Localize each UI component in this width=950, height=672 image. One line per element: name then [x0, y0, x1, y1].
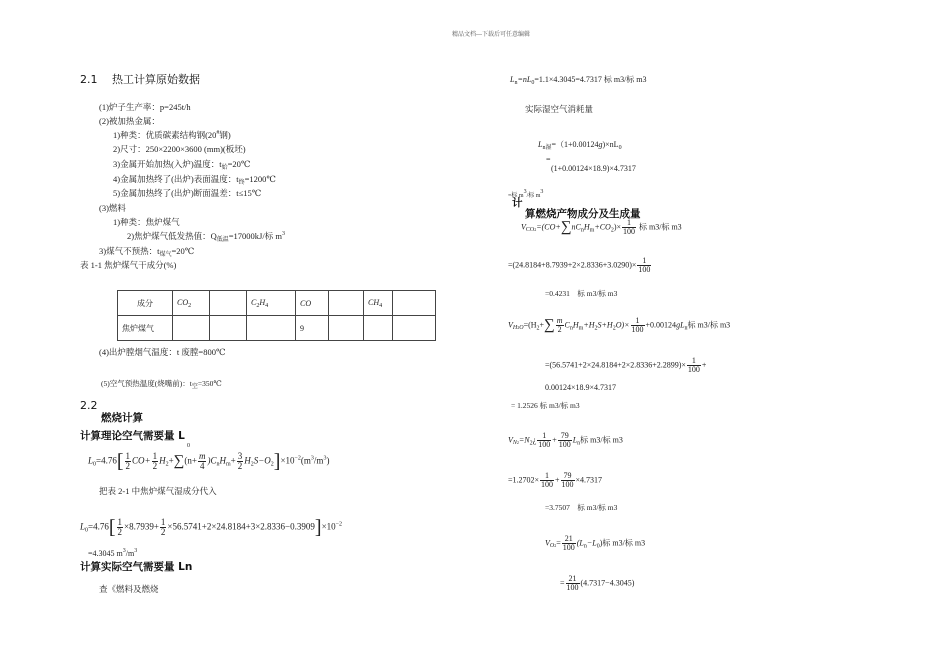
table-caption: 表 1-1 焦炉煤气干成分(%): [80, 260, 177, 270]
table-header-cell: $CH_4$: [364, 291, 393, 316]
table-cell: 焦炉煤气: [118, 316, 173, 341]
equation-VH2O: $V_{H2O}=(H_2+\sum$ $\frac{m}{2}$ $C_nH_m+H_2S+H_2O)\times$ $\frac{1}{100}$ $+0.00124gL_n$标 m3/标 m3: [508, 316, 731, 334]
equation-Ln: $L_n=nL_0=1.1\times 4.3045=4.7317$ 标 m3/标 m3: [510, 75, 647, 86]
table-cell: [329, 316, 364, 341]
VN2-result: =3.7507 标 m3/标 m3: [545, 503, 618, 512]
reference-note: 查《燃料及燃烧: [99, 584, 159, 594]
equation-L0: $L_0=4.76$[ $\frac{1}{2}$ CO+ $\frac{1}{2}$ $H_2+\sum(n+$ $\frac{m}{4}$ )$C_nH_m+$ $\frac{3}{2}$ $H_2S-O_2]\times 10^{-2}(m^3/m^3)$: [88, 450, 330, 473]
substitute-note: 把表 2-1 中焦炉煤气湿成分代入: [99, 486, 217, 496]
equation-VH2O-line3: 0.00124×18.9×4.7317: [545, 383, 617, 392]
table-cell: [210, 316, 247, 341]
table-cell: [173, 316, 210, 341]
line-gas-no-preheat: 3)煤气不预热：$t_{煤气}=20℃$: [99, 246, 195, 258]
table-cell: [364, 316, 393, 341]
line-air-preheat: (5)空气预热温度(烧嘴前)：$t_空=350℃$: [101, 379, 222, 390]
VH2O-result: = 1.2526 标 m3/标 m3: [511, 401, 580, 410]
line-temp-diff: 5)金属加热终了(出炉)断面温差：t≤15℃: [113, 188, 262, 198]
table-header-cell: $C_2H_4$: [247, 291, 296, 316]
line-productivity: (1)炉子生产率：p=245t/h: [99, 102, 191, 112]
equation-VN2-line2: =1.2702× $\frac{1}{100}$ + $\frac{79}{100}$ ×4.7317: [508, 471, 603, 489]
equation-VO2: $V_{O2}=$ $\frac{21}{100}$ $(L_n-L_0)$标 m3/标 m3: [545, 534, 646, 552]
table-header-cell: 成分: [118, 291, 173, 316]
section-2-2-number: 2.2: [80, 399, 98, 412]
line-metal: (2)被加热金属：: [99, 116, 160, 126]
section-2-1-heading: 2.1 热工计算原始数据: [80, 73, 200, 86]
table-header-cell: [210, 291, 247, 316]
table-header-cell: [329, 291, 364, 316]
line-steel-type: 1)种类：优质碳素结构钢(20#钢): [113, 130, 231, 140]
line-heating-value: 2)焦炉煤气低发热值：$Q_{低温}=17000kJ/$标 $m^3$: [127, 231, 285, 243]
line-fuel-type: 1)种类：焦炉煤气: [113, 217, 180, 227]
table-row: [118, 316, 436, 341]
line-start-temp: 3)金属开始加热(入炉)温度：$t_始=20℃$: [113, 159, 251, 171]
table-header-cell: CO: [296, 291, 329, 316]
equation-L0-numeric: $L_0=4.76$[ $\frac{1}{2}$ ×8.7939+ $\frac{1}{2}$ $\times 56.5741+2\times 24.8184+3\times 2.8336-0.3909]\times 10^{-2}$: [80, 516, 343, 539]
line-end-temp: 4)金属加热终了(出炉)表面温度：$t_终=1200℃$: [113, 174, 276, 186]
VCO2-result: =0.4231 标 m3/标 m3: [545, 289, 618, 298]
table-cell: [247, 316, 296, 341]
equation-VH2O-line2: =(56.5741+2×24.8184+2×2.8336+2.2899)× $\frac{1}{100}$ +: [545, 356, 707, 374]
table-row: [118, 291, 436, 316]
line-fuel: (3)燃料: [99, 203, 126, 213]
actual-air-heading: 计算实际空气需要量 Ln: [80, 561, 193, 573]
wet-air-heading: 实际湿空气消耗量: [525, 104, 594, 114]
theory-air-heading: 计算理论空气需要量 L: [80, 430, 185, 442]
L0-result: =4.3045 $m^3/m^3$: [88, 548, 138, 558]
table-header-cell: $CO_2$: [173, 291, 210, 316]
equation-VCO2-line2: =(24.8184+8.7939+2×2.8336+3.0290)× $\frac{1}{100}$: [508, 256, 651, 274]
line-flue-temp: (4)出炉膛烟气温度：t 废膛=800℃: [99, 347, 226, 357]
gas-composition-table: [117, 290, 436, 341]
equation-Lnwet-eq: =: [546, 155, 551, 164]
table-cell: [393, 316, 436, 341]
equation-VO2-line2: = $\frac{21}{100}$ (4.7317−4.3045): [560, 574, 635, 592]
line-size: 2)尺寸：250×2200×3600 (mm)(板坯): [113, 144, 246, 154]
equation-VN2: $V_{N2}=N_2¿$ $\frac{1}{100}$ + $\frac{79}{100}$ $L_n$标 m3/标 m3: [508, 431, 623, 449]
table-header-cell: [393, 291, 436, 316]
combustion-products-heading-1: 计: [512, 197, 523, 209]
equation-Lnwet-line2: (1+0.00124×18.9)×4.7317: [551, 164, 636, 173]
section-2-2-heading: 燃烧计算: [101, 412, 143, 424]
equation-VCO2: $V_{CO2}=(CO+\sum nC_nH_m+CO_2)\times$ $\frac{1}{100}$ 标 m3/标 m3: [521, 218, 682, 236]
combustion-products-heading-2: 算燃烧产物成分及生成量: [525, 208, 641, 220]
table-cell: 9: [296, 316, 329, 341]
Lnwet-unit: =标 m3/标 m3: [508, 189, 544, 199]
theory-air-heading-sub: 0: [187, 443, 190, 449]
equation-Lnwet: $L_{n湿}=(1+0.00124g)\times nL_0$: [538, 140, 622, 151]
page-header: 精品文档---下载后可任意编辑: [452, 32, 530, 38]
